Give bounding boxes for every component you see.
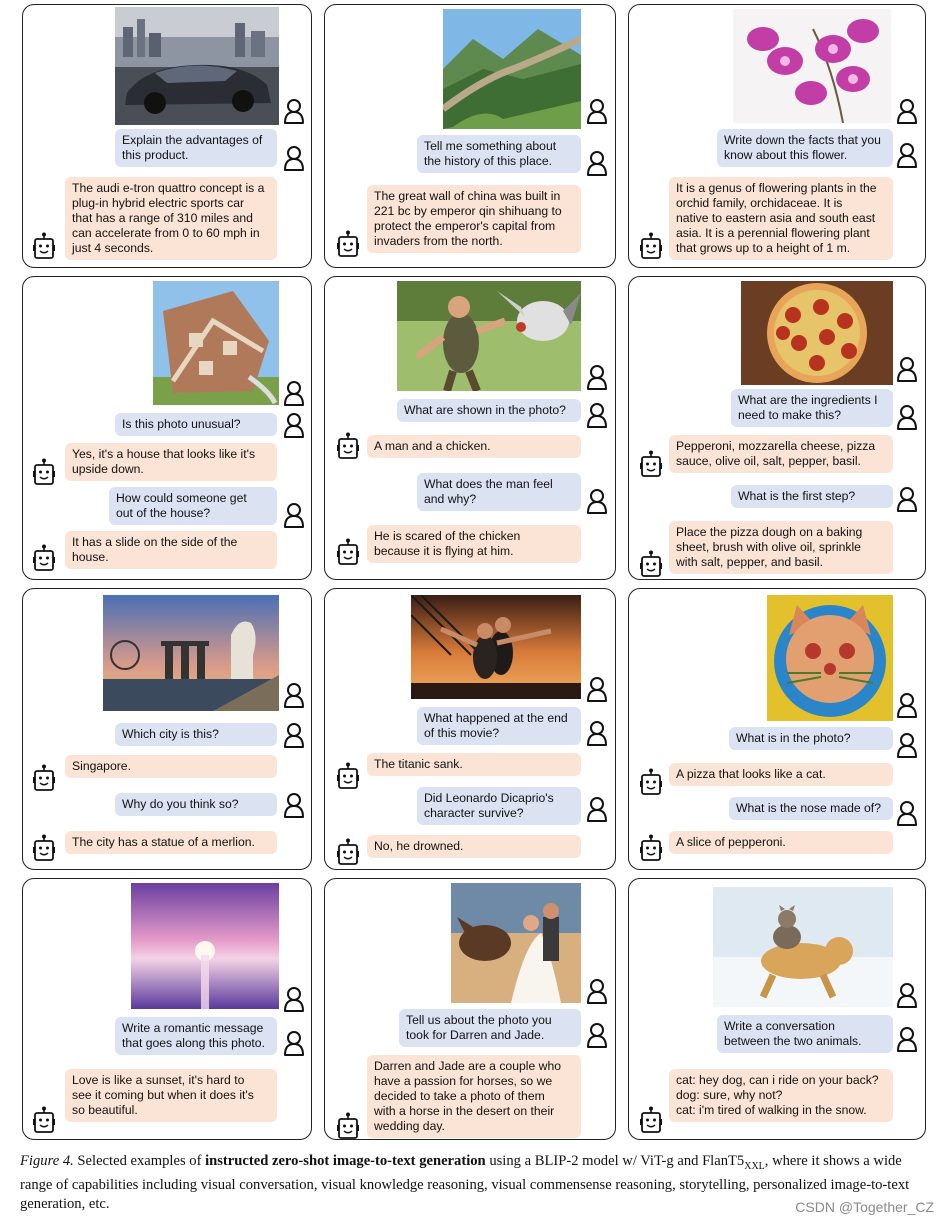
example-photo bbox=[767, 595, 893, 721]
robot-icon bbox=[33, 1106, 55, 1134]
answer-bubble: Yes, it's a house that looks like it's upside down. bbox=[65, 443, 277, 481]
user-icon bbox=[586, 978, 608, 1004]
user-icon bbox=[586, 1022, 608, 1048]
robot-icon bbox=[33, 458, 55, 486]
user-icon bbox=[586, 720, 608, 746]
example-photo bbox=[103, 595, 279, 711]
user-icon bbox=[896, 356, 918, 382]
caption-text: Selected examples of bbox=[73, 1153, 206, 1169]
example-photo bbox=[153, 281, 279, 405]
user-icon bbox=[283, 792, 305, 818]
figure-label: Figure 4. bbox=[20, 1153, 74, 1169]
answer-bubble: A man and a chicken. bbox=[367, 435, 581, 458]
example-panel bbox=[22, 588, 312, 870]
question-bubble: Why do you think so? bbox=[115, 793, 277, 816]
robot-icon bbox=[337, 762, 359, 790]
example-panel bbox=[22, 276, 312, 580]
answer-bubble: The city has a statue of a merlion. bbox=[65, 831, 277, 854]
example-panel bbox=[628, 4, 926, 268]
user-icon bbox=[283, 412, 305, 438]
example-panel bbox=[324, 588, 616, 870]
question-bubble: What happened at the end of this movie? bbox=[417, 707, 581, 745]
user-icon bbox=[586, 796, 608, 822]
example-panel bbox=[628, 588, 926, 870]
user-icon bbox=[896, 404, 918, 430]
user-icon bbox=[896, 486, 918, 512]
answer-bubble: Pepperoni, mozzarella cheese, pizza sauce, olive oil, salt, pepper, basil. bbox=[669, 435, 893, 473]
answer-bubble: The titanic sank. bbox=[367, 753, 581, 776]
question-bubble: What does the man feel and why? bbox=[417, 473, 581, 511]
answer-bubble: It has a slide on the side of the house. bbox=[65, 531, 277, 569]
answer-bubble: Singapore. bbox=[65, 755, 277, 778]
user-icon bbox=[283, 986, 305, 1012]
question-bubble: What is the nose made of? bbox=[729, 797, 893, 820]
answer-bubble: It is a genus of flowering plants in the orchid family, orchidaceae. It is native to eastern asia and south east asia. It is a perennial flowering plant that grows up to a height of 1 m. bbox=[669, 177, 893, 260]
question-bubble: Tell me something about the history of this place. bbox=[417, 135, 581, 173]
answer-bubble: The great wall of china was built in 221 bc by emperor qin shihuang to protect the emperor's capital from invaders from the north. bbox=[367, 185, 581, 253]
example-photo bbox=[733, 9, 891, 123]
example-panel bbox=[628, 878, 926, 1140]
user-icon bbox=[283, 722, 305, 748]
user-icon bbox=[896, 142, 918, 168]
example-photo bbox=[397, 281, 581, 391]
answer-bubble: A slice of pepperoni. bbox=[669, 831, 893, 854]
example-photo bbox=[741, 281, 893, 385]
robot-icon bbox=[33, 764, 55, 792]
example-photo bbox=[411, 595, 581, 699]
question-bubble: What are shown in the photo? bbox=[397, 399, 581, 422]
example-panel bbox=[324, 4, 616, 268]
caption-text: using a BLIP-2 model w/ ViT-g and FlanT5 bbox=[485, 1153, 745, 1169]
example-photo bbox=[131, 883, 279, 1009]
robot-icon bbox=[337, 432, 359, 460]
watermark: CSDN @Together_CZ bbox=[795, 1199, 934, 1215]
robot-icon bbox=[640, 1106, 662, 1134]
question-bubble: Which city is this? bbox=[115, 723, 277, 746]
example-panel bbox=[324, 276, 616, 580]
question-bubble: What is in the photo? bbox=[729, 727, 893, 750]
question-bubble: Tell us about the photo you took for Darren and Jade. bbox=[399, 1009, 581, 1047]
user-icon bbox=[896, 732, 918, 758]
robot-icon bbox=[337, 1112, 359, 1140]
answer-bubble: The audi e-tron quattro concept is a plug-in hybrid electric sports car that has a range of 310 miles and can accelerate from 0 to 60 mph in just 4 seconds. bbox=[65, 177, 277, 260]
user-icon bbox=[896, 800, 918, 826]
user-icon bbox=[283, 682, 305, 708]
question-bubble: What are the ingredients I need to make this? bbox=[731, 389, 893, 427]
question-bubble: Write a romantic message that goes along this photo. bbox=[115, 1017, 277, 1055]
example-panel bbox=[628, 276, 926, 580]
user-icon bbox=[586, 150, 608, 176]
robot-icon bbox=[640, 232, 662, 260]
answer-bubble: Love is like a sunset, it's hard to see it coming but when it does it's so beautiful. bbox=[65, 1069, 277, 1122]
user-icon bbox=[586, 98, 608, 124]
question-bubble: What is the first step? bbox=[731, 485, 893, 508]
user-icon bbox=[586, 676, 608, 702]
robot-icon bbox=[33, 544, 55, 572]
user-icon bbox=[896, 982, 918, 1008]
example-panel bbox=[22, 4, 312, 268]
answer-bubble: Place the pizza dough on a baking sheet, brush with olive oil, sprinkle with salt, pepper, and basil. bbox=[669, 521, 893, 574]
user-icon bbox=[896, 98, 918, 124]
question-bubble: Did Leonardo Dicaprio's character survive? bbox=[417, 787, 581, 825]
caption-subscript: XXL bbox=[744, 1160, 765, 1172]
answer-bubble: cat: hey dog, can i ride on your back? dog: sure, why not? cat: i'm tired of walking in the snow. bbox=[669, 1069, 893, 1122]
user-icon bbox=[586, 488, 608, 514]
robot-icon bbox=[640, 450, 662, 478]
example-photo bbox=[713, 887, 893, 1007]
robot-icon bbox=[337, 230, 359, 258]
user-icon bbox=[896, 1026, 918, 1052]
robot-icon bbox=[640, 834, 662, 862]
user-icon bbox=[283, 98, 305, 124]
user-icon bbox=[586, 364, 608, 390]
question-bubble: Explain the advantages of this product. bbox=[115, 129, 277, 167]
question-bubble: Write a conversation between the two animals. bbox=[717, 1015, 893, 1053]
question-bubble: Write down the facts that you know about this flower. bbox=[717, 129, 893, 167]
answer-bubble: Darren and Jade are a couple who have a passion for horses, so we decided to take a photo of them with a horse in the desert on their wedding day. bbox=[367, 1055, 581, 1138]
user-icon bbox=[283, 502, 305, 528]
example-panel bbox=[22, 878, 312, 1140]
user-icon bbox=[896, 692, 918, 718]
robot-icon bbox=[640, 768, 662, 796]
example-photo bbox=[443, 9, 581, 129]
robot-icon bbox=[640, 550, 662, 578]
caption-bold: instructed zero-shot image-to-text generation bbox=[205, 1153, 486, 1169]
robot-icon bbox=[337, 538, 359, 566]
answer-bubble: He is scared of the chicken because it is flying at him. bbox=[367, 525, 581, 563]
example-photo bbox=[451, 883, 581, 1003]
question-bubble: How could someone get out of the house? bbox=[109, 487, 277, 525]
robot-icon bbox=[337, 838, 359, 866]
user-icon bbox=[586, 402, 608, 428]
example-photo bbox=[115, 7, 279, 125]
robot-icon bbox=[33, 834, 55, 862]
robot-icon bbox=[33, 232, 55, 260]
answer-bubble: No, he drowned. bbox=[367, 835, 581, 858]
user-icon bbox=[283, 1030, 305, 1056]
example-panel bbox=[324, 878, 616, 1140]
user-icon bbox=[283, 145, 305, 171]
user-icon bbox=[283, 380, 305, 406]
question-bubble: Is this photo unusual? bbox=[115, 413, 277, 436]
caption-text: , where it shows a wide range of capabilities including visual conversation, visual knowledge reasoning, visual commensense reasoning, storytelling, personalized image-to-text generation, etc. bbox=[20, 1153, 910, 1212]
answer-bubble: A pizza that looks like a cat. bbox=[669, 763, 893, 786]
